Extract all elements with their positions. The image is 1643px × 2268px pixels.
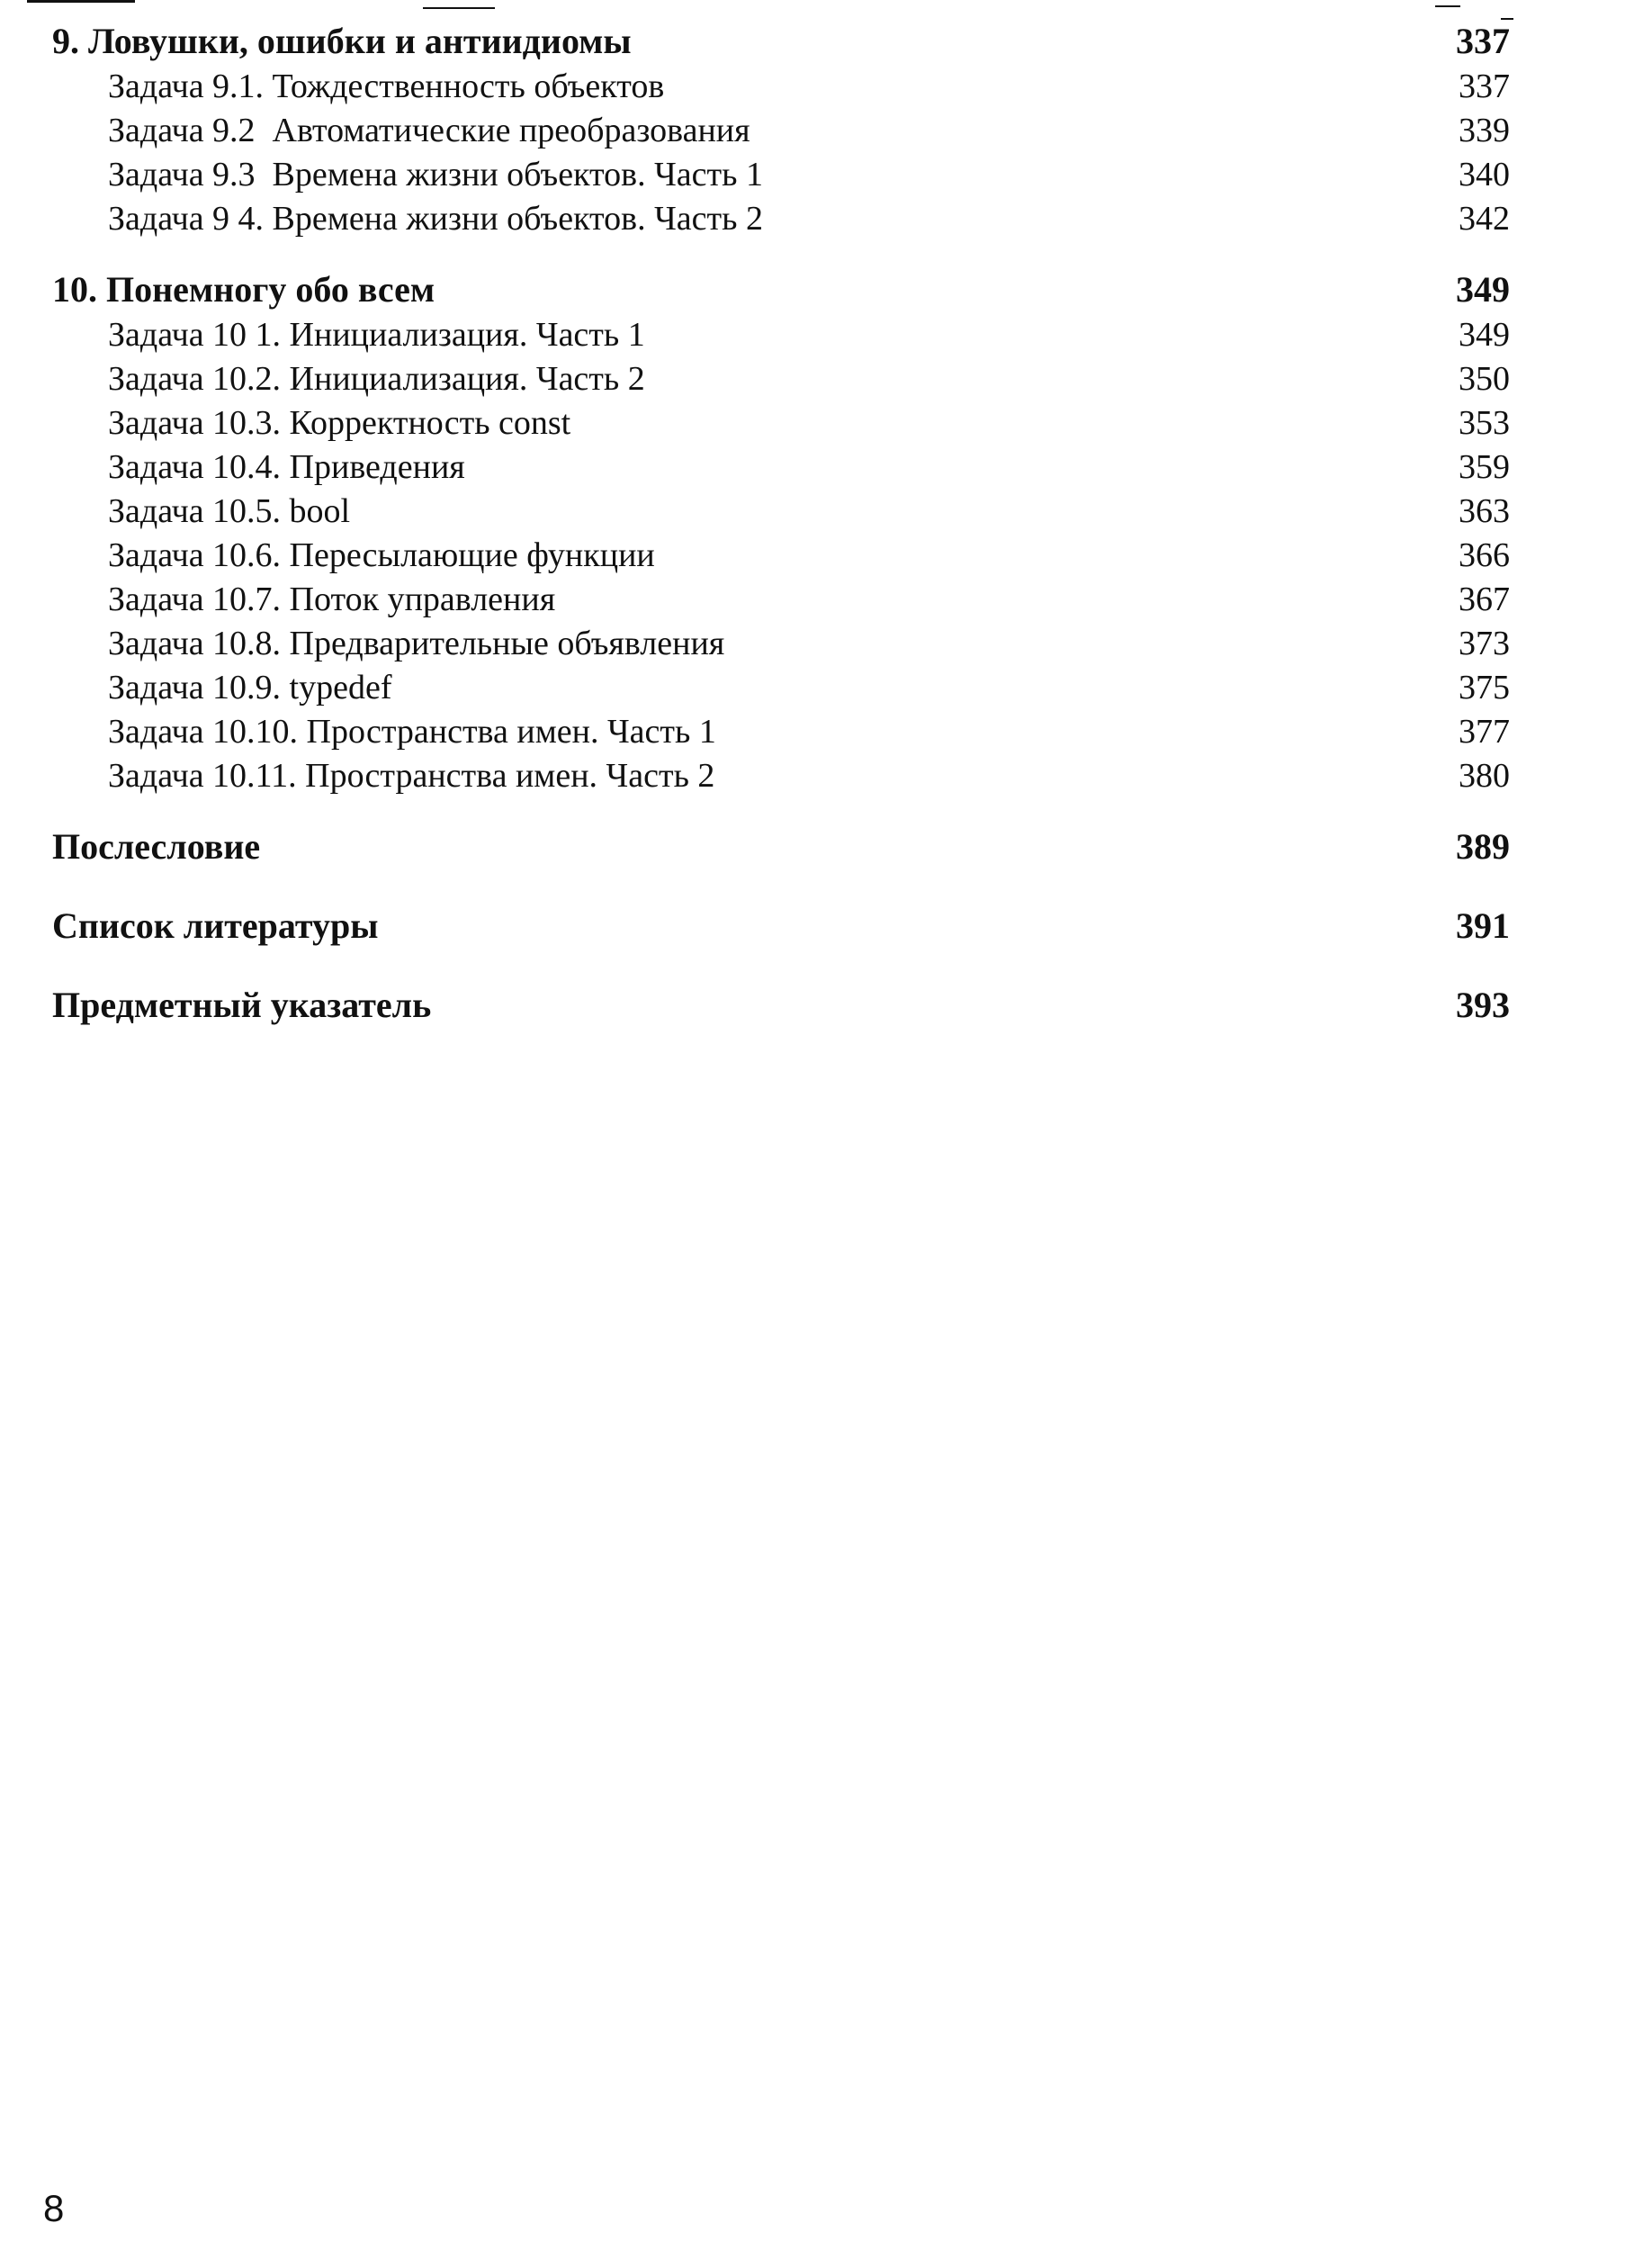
entry-title: Задача 10.2. Инициализация. Часть 2 (108, 360, 645, 398)
toc-entry[interactable] (52, 578, 1510, 622)
toc-entry[interactable] (52, 534, 1510, 578)
toc-bibliography[interactable] (52, 903, 1510, 950)
table-of-contents (52, 18, 1510, 1029)
entry-page-number: 339 (1459, 112, 1510, 149)
toc-entry[interactable] (52, 109, 1510, 153)
toc-entry[interactable] (52, 446, 1510, 490)
toc-chapter-10[interactable] (52, 266, 1510, 313)
entry-title: Задача 10.6. Пересылающие функции (108, 536, 655, 574)
entry-page-number: 363 (1459, 492, 1510, 530)
toc-chapter-9[interactable] (52, 18, 1510, 65)
toc-entry[interactable] (52, 357, 1510, 401)
entry-page-number: 350 (1459, 360, 1510, 398)
chapter-title: Предметный указатель (52, 985, 432, 1025)
entry-title: Задача 10.11. Пространства имен. Часть 2 (108, 757, 715, 795)
toc-entry[interactable] (52, 313, 1510, 357)
chapter-page-number: 349 (1456, 269, 1510, 310)
entry-page-number: 373 (1459, 625, 1510, 662)
chapter-page-number: 389 (1456, 826, 1510, 867)
toc-entry[interactable] (52, 401, 1510, 446)
entry-title: Задача 10.9. typedef (108, 669, 392, 706)
entry-title: Задача 10.5. bool (108, 492, 351, 530)
chapter-title: 9. Ловушки, ошибки и антиидиомы (52, 21, 632, 61)
entry-page-number: 375 (1459, 669, 1510, 706)
toc-entry[interactable] (52, 65, 1510, 109)
chapter-title: Список литературы (52, 905, 379, 946)
toc-entry[interactable] (52, 754, 1510, 798)
toc-entry[interactable] (52, 622, 1510, 666)
toc-entry[interactable] (52, 666, 1510, 710)
entry-title: Задача 10.7. Поток управления (108, 580, 556, 618)
entry-page-number: 367 (1459, 580, 1510, 618)
chapter-page-number: 393 (1456, 985, 1510, 1025)
entry-title: Задача 10.4. Приведения (108, 448, 465, 486)
page-number: 8 (43, 2187, 65, 2229)
toc-entry[interactable] (52, 197, 1510, 241)
entry-page-number: 359 (1459, 448, 1510, 486)
entry-title: Задача 10.3. Корректность const (108, 404, 571, 442)
chapter-title: 10. Понемногу обо всем (52, 269, 435, 310)
chapter-title: Послесловие (52, 826, 261, 867)
chapter-9-sections (52, 65, 1510, 241)
toc-index[interactable] (52, 982, 1510, 1029)
scan-artifact-line (1435, 5, 1460, 7)
entry-title: Задача 9.2 Автоматические преобразования (108, 112, 750, 149)
entry-title: Задача 10 1. Инициализация. Часть 1 (108, 316, 645, 354)
chapter-page-number: 391 (1456, 905, 1510, 946)
scan-artifact-line (27, 0, 135, 3)
toc-entry[interactable] (52, 490, 1510, 534)
entry-page-number: 377 (1459, 713, 1510, 751)
entry-title: Задача 9 4. Времена жизни объектов. Часть 2 (108, 200, 763, 238)
entry-page-number: 342 (1459, 200, 1510, 238)
entry-page-number: 366 (1459, 536, 1510, 574)
toc-entry[interactable] (52, 710, 1510, 754)
entry-title: Задача 10.10. Пространства имен. Часть 1 (108, 713, 716, 751)
scan-artifact-line (423, 7, 495, 9)
entry-title: Задача 9.1. Тождественность объектов (108, 68, 665, 105)
entry-page-number: 353 (1459, 404, 1510, 442)
entry-page-number: 340 (1459, 156, 1510, 194)
chapter-10-sections (52, 313, 1510, 798)
toc-afterword[interactable] (52, 824, 1510, 870)
toc-entry[interactable] (52, 153, 1510, 197)
entry-page-number: 337 (1459, 68, 1510, 105)
entry-title: Задача 10.8. Предварительные объявления (108, 625, 725, 662)
entry-title: Задача 9.3 Времена жизни объектов. Часть 1 (108, 156, 763, 194)
chapter-page-number: 337 (1456, 21, 1510, 61)
entry-page-number: 349 (1459, 316, 1510, 354)
entry-page-number: 380 (1459, 757, 1510, 795)
